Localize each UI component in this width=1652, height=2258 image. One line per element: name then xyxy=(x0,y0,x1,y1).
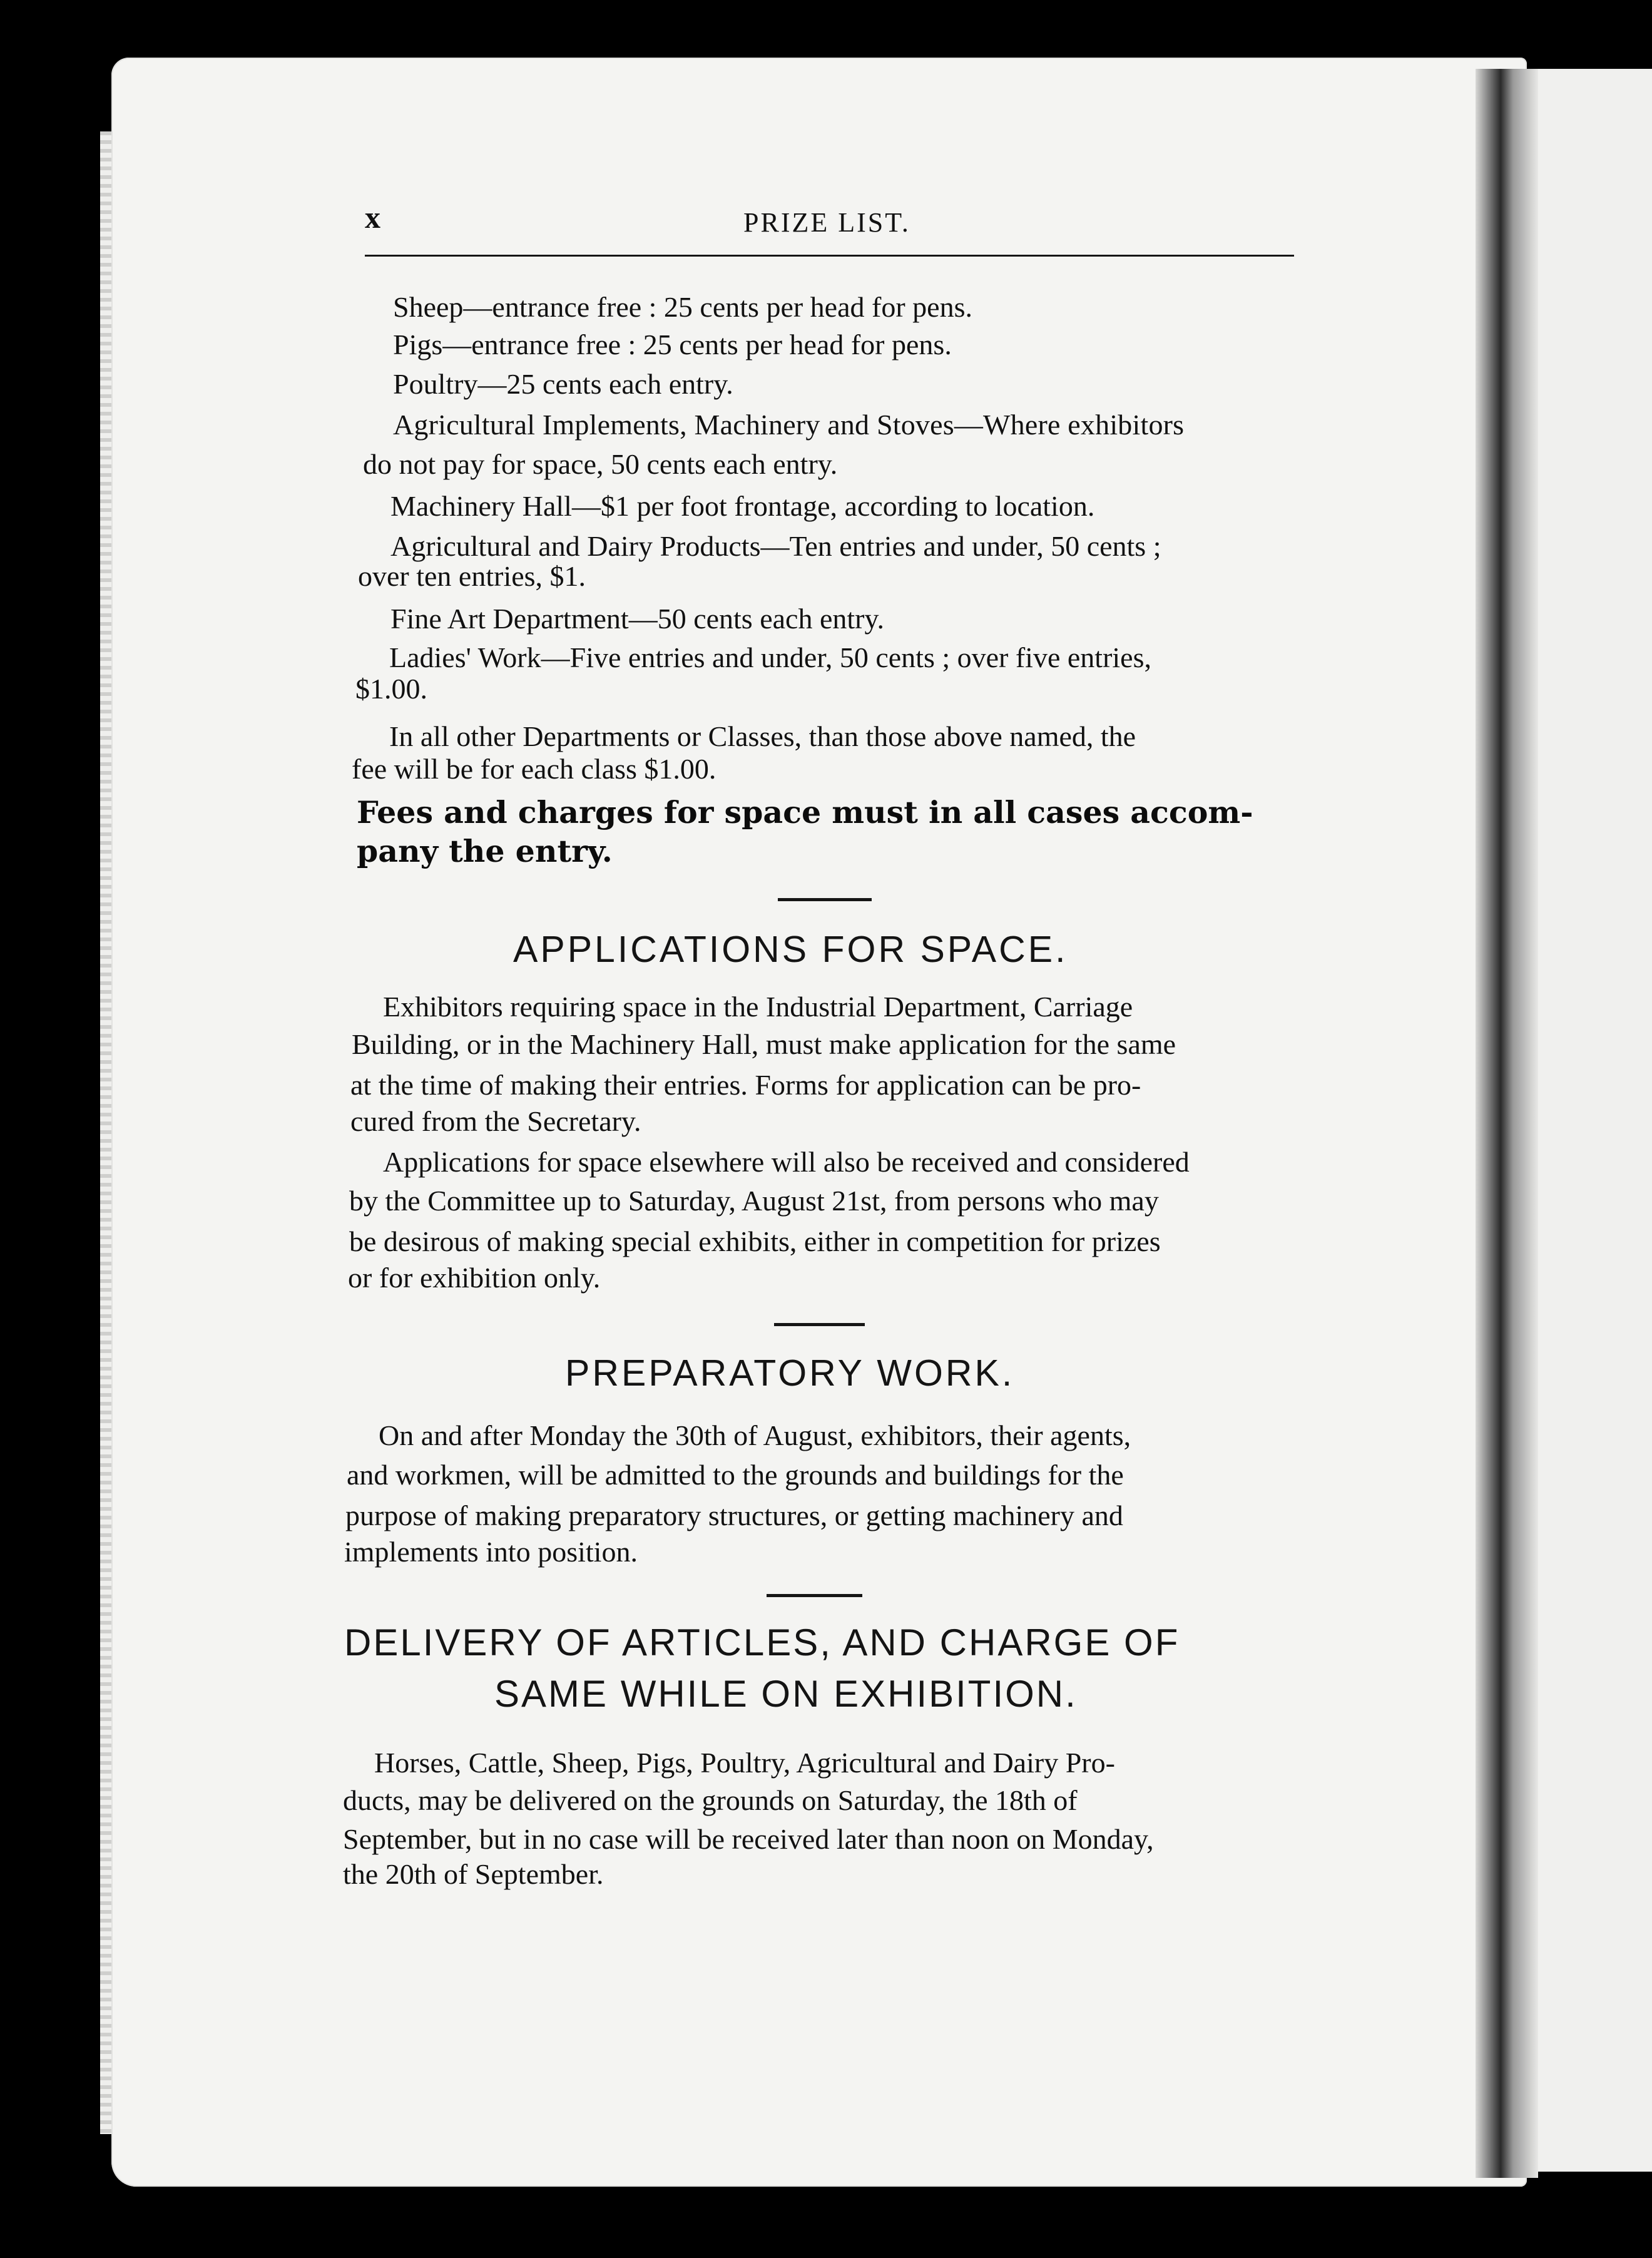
fee-line: Fine Art Department—50 cents each entry. xyxy=(390,603,884,635)
fees-notice: pany the entry. xyxy=(357,833,613,869)
fee-line: Machinery Hall—$1 per foot frontage, according to location. xyxy=(390,490,1095,522)
paragraph-line: cured from the Secretary. xyxy=(350,1105,641,1137)
paragraph-line: purpose of making preparatory structures, or getting machinery and xyxy=(345,1499,1123,1531)
paragraph-line: by the Committee up to Saturday, August 21st, from persons who may xyxy=(349,1185,1159,1217)
fee-line: Agricultural Implements, Machinery and Stoves—Where exhibitors xyxy=(393,409,1185,441)
fee-line: Pigs—entrance free : 25 cents per head for pens. xyxy=(393,329,952,360)
facing-page-edge xyxy=(1527,69,1652,2172)
paragraph-line: Applications for space elsewhere will also be received and considered xyxy=(383,1146,1190,1178)
section-rule xyxy=(778,898,872,901)
paragraph-line: the 20th of September. xyxy=(343,1858,604,1890)
paragraph-line: Building, or in the Machinery Hall, must make application for the same xyxy=(352,1028,1176,1060)
paragraph-line: On and after Monday the 30th of August, exhibitors, their agents, xyxy=(379,1419,1131,1451)
page-sheet xyxy=(111,58,1527,2187)
section-rule xyxy=(774,1323,865,1326)
fee-line: Agricultural and Dairy Products—Ten entries and under, 50 cents ; xyxy=(390,530,1161,562)
binding-gutter xyxy=(1476,69,1538,2178)
section-heading: PREPARATORY WORK. xyxy=(565,1352,1015,1394)
fee-line: In all other Departments or Classes, than those above named, the xyxy=(389,720,1136,752)
fee-line: Poultry—25 cents each entry. xyxy=(393,368,733,400)
running-title: PRIZE LIST. xyxy=(743,207,910,238)
fee-line: do not pay for space, 50 cents each entry. xyxy=(363,448,838,480)
paragraph-line: implements into position. xyxy=(344,1536,638,1568)
section-heading: SAME WHILE ON EXHIBITION. xyxy=(494,1673,1078,1715)
paragraph-line: September, but in no case will be received later than noon on Monday, xyxy=(343,1823,1154,1855)
paragraph-line: at the time of making their entries. Forms for application can be pro- xyxy=(350,1069,1141,1101)
paragraph-line: or for exhibition only. xyxy=(348,1262,601,1294)
paragraph-line: ducts, may be delivered on the grounds on Saturday, the 18th of xyxy=(343,1784,1078,1816)
paragraph-line: be desirous of making special exhibits, either in competition for prizes xyxy=(349,1225,1161,1257)
paragraph-line: Horses, Cattle, Sheep, Pigs, Poultry, Agricultural and Dairy Pro- xyxy=(374,1747,1115,1779)
header-rule xyxy=(365,255,1294,257)
section-heading: DELIVERY OF ARTICLES, AND CHARGE OF xyxy=(344,1622,1180,1663)
folio: x xyxy=(365,200,380,235)
paragraph-line: and workmen, will be admitted to the grounds and buildings for the xyxy=(347,1459,1124,1491)
paragraph-line: Exhibitors requiring space in the Industrial Department, Carriage xyxy=(383,991,1133,1023)
page-edge xyxy=(100,131,113,2134)
fee-line: Ladies' Work—Five entries and under, 50 cents ; over five entries, xyxy=(389,641,1151,673)
fee-line: Sheep—entrance free : 25 cents per head for pens. xyxy=(393,291,972,323)
fee-line: over ten entries, $1. xyxy=(358,560,586,592)
fees-notice: Fees and charges for space must in all cases accom- xyxy=(357,794,1253,830)
fee-line: fee will be for each class $1.00. xyxy=(352,753,716,785)
section-heading: APPLICATIONS FOR SPACE. xyxy=(513,929,1068,970)
fee-line: $1.00. xyxy=(355,673,427,705)
section-rule xyxy=(767,1594,862,1597)
